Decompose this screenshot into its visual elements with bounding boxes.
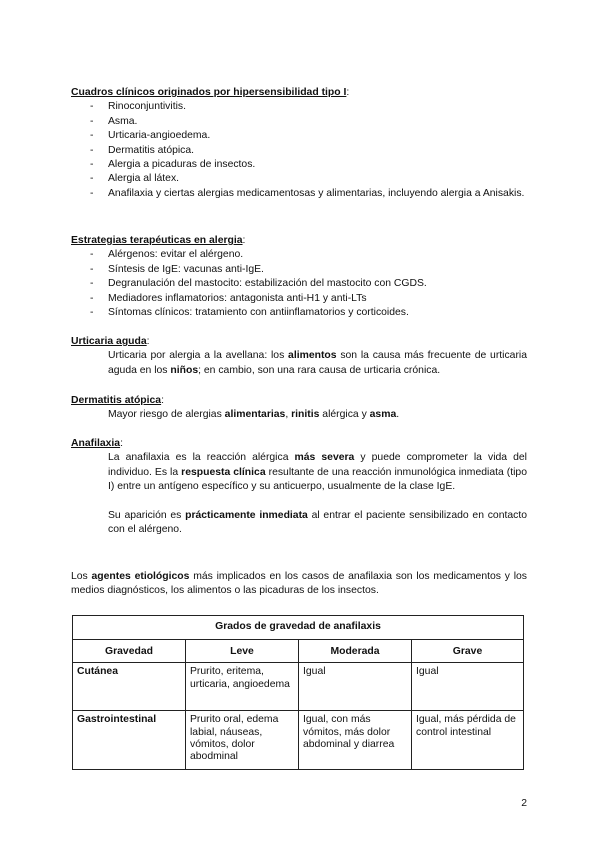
table-cell: Igual (299, 663, 412, 711)
table-title: Grados de gravedad de anafilaxis (73, 616, 524, 640)
bullet-list (71, 100, 527, 201)
list-item: - Mediadores inflamatorios: antagonista anti-H1 y anti-LTs (90, 292, 367, 304)
column-header: Leve (186, 640, 299, 663)
list-item: - Rinoconjuntivitis. (90, 101, 186, 113)
section-heading: Cuadros clínicos originados por hipersensibilidad tipo I: (71, 87, 350, 98)
table-cell: Igual, con más vómitos, más dolor abdominal y diarrea (299, 711, 412, 770)
paragraph: Urticaria por alergia a la avellana: los alimentos son la causa más frecuente de urticaria aguda en los niños; en cambio, son una rara causa de urticaria crónica. (108, 350, 527, 376)
column-header: Moderada (299, 640, 412, 663)
section-hypersensitivity (71, 86, 527, 201)
list-item: - Dermatitis atópica. (90, 144, 195, 156)
paragraph-etiologic-agents: Los agentes etiológicos más implicados en los casos de anafilaxia son los medicamentos y los medios diagnósticos, los alimentos o las picaduras de los insectos. (71, 571, 527, 597)
page-number: 2 (521, 798, 527, 809)
section-atopic-dermatitis (71, 394, 527, 423)
table-cell: Prurito, eritema, urticaria, angioedema (186, 663, 299, 711)
list-item: - Alergia a picaduras de insectos. (90, 159, 256, 171)
list-item: - Alérgenos: evitar el alérgeno. (90, 249, 244, 261)
list-item: - Anafilaxia y ciertas alergias medicamentosas y alimentarias, incluyendo alergia a Anisakis. (90, 187, 525, 199)
bullet-list (71, 248, 527, 320)
section-heading: Dermatitis atópica: (71, 395, 164, 406)
section-therapeutic-strategies (71, 234, 527, 320)
section-acute-urticaria (71, 335, 527, 378)
table-cell: Gastrointestinal (73, 711, 186, 770)
table-cell: Igual (412, 663, 524, 711)
severity-table (72, 615, 524, 770)
table-header-row (73, 640, 524, 663)
list-item: - Degranulación del mastocito: estabilización del mastocito con CGDS. (90, 278, 427, 290)
section-heading: Anafilaxia: (71, 438, 123, 449)
paragraph: Mayor riesgo de alergias alimentarias, rinitis alérgica y asma. (108, 409, 400, 421)
section-heading: Urticaria aguda: (71, 336, 150, 347)
table-cell: Prurito oral, edema labial, náuseas, vómitos, dolor abodminal (186, 711, 299, 770)
table-cell: Cutánea (73, 663, 186, 711)
table-row (73, 711, 524, 770)
list-item: - Síntesis de IgE: vacunas anti-IgE. (90, 263, 264, 275)
list-item: - Urticaria-angioedema. (90, 130, 211, 142)
list-item: - Síntomas clínicos: tratamiento con antiinflamatorios y corticoides. (90, 307, 409, 319)
section-anaphylaxis (71, 437, 527, 537)
table-title-row (73, 616, 524, 640)
paragraph: Su aparición es prácticamente inmediata al entrar el paciente sensibilizado en contacto con el alérgeno. (108, 509, 528, 536)
heading-text: Cuadros clínicos originados por hipersensibilidad tipo I (71, 87, 347, 98)
table-cell: Igual, más pérdida de control intestinal (412, 711, 524, 770)
column-header: Gravedad (73, 640, 186, 663)
paragraph: La anafilaxia es la reacción alérgica más severa y puede comprometer la vida del individuo. Es la respuesta clínica resultante de una reacción inmunológica inmediata (tipo I) entre un antígeno específico y su anticuerpo, usualmente de la clase IgE. (108, 452, 527, 493)
list-item: - Asma. (90, 115, 138, 127)
column-header: Grave (412, 640, 524, 663)
list-item: - Alergia al látex. (90, 173, 180, 185)
table-row (73, 663, 524, 711)
section-heading: Estrategias terapéuticas en alergia: (71, 235, 246, 246)
